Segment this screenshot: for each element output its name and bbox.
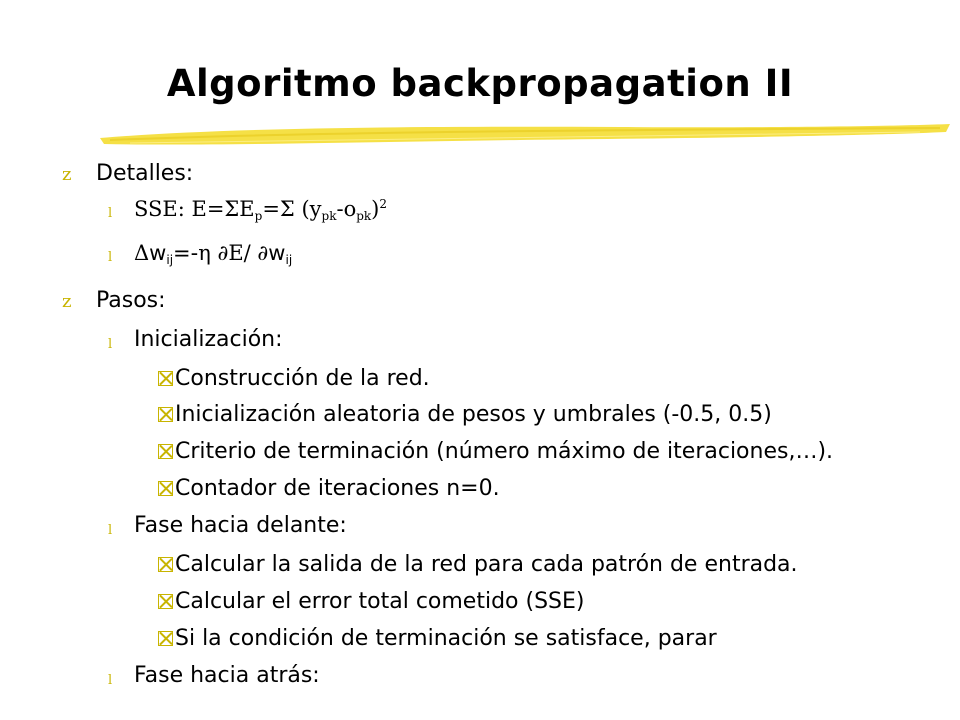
checkbox-x-icon [158, 444, 173, 459]
sse-e-sub: p [254, 209, 263, 223]
list-item [158, 552, 798, 577]
sse-y: (y [294, 197, 322, 221]
pasos-heading: Pasos: [96, 288, 166, 313]
list-item-text: Si la condición de terminación se satisface, parar [175, 626, 717, 651]
checkbox-x-icon [158, 407, 173, 422]
delta-eq: =- [173, 241, 199, 265]
sse-e: E [239, 197, 255, 221]
list-item-text: Criterio de terminación (número máximo de iteraciones,…). [175, 439, 834, 464]
sse-label: SSE: E= [134, 197, 225, 221]
list-item-text: Contador de iteraciones n=0. [175, 476, 500, 501]
delta-w2-sub: ij [285, 253, 293, 267]
fase-delante-label: Fase hacia delante: [134, 513, 347, 538]
list-item [158, 366, 430, 391]
checkbox-x-icon [158, 371, 173, 386]
list-item [158, 589, 585, 614]
checkbox-x-icon [158, 631, 173, 646]
delta-w-sub: ij [166, 253, 174, 267]
delta-symbol: Δ [134, 241, 150, 265]
bullet-icon: l [108, 523, 113, 538]
sse-sigma2: Σ [279, 197, 295, 221]
bullet-icon: l [108, 206, 113, 221]
title-underline-brushstroke [100, 118, 950, 150]
sse-exp: 2 [379, 197, 388, 211]
sse-close: ) [371, 197, 380, 221]
checkbox-x-icon [158, 557, 173, 572]
delta-w2: w [268, 241, 286, 265]
list-item-text: Calcular el error total cometido (SSE) [175, 589, 585, 614]
list-item [158, 476, 500, 501]
delta-w: w [149, 241, 167, 265]
sse-eq: = [262, 197, 280, 221]
bullet-icon: l [108, 673, 113, 688]
inicializacion-label: Inicialización: [134, 327, 283, 352]
bullet-icon: l [108, 337, 113, 352]
bullet-icon: z [62, 291, 72, 312]
sse-o: -o [336, 197, 357, 221]
sse-sigma: Σ [224, 197, 240, 221]
sse-formula [134, 197, 387, 221]
delta-partial: ∂E/ ∂ [210, 241, 269, 265]
detalles-heading: Detalles: [96, 161, 194, 186]
slide-title: Algoritmo backpropagation II [166, 62, 794, 105]
delta-eta: η [198, 241, 211, 265]
list-item-text: Construcción de la red. [175, 366, 430, 391]
list-item [158, 402, 772, 427]
checkbox-x-icon [158, 594, 173, 609]
checkbox-x-icon [158, 481, 173, 496]
delta-formula [134, 241, 292, 265]
sse-o-sub: pk [356, 209, 372, 223]
bullet-icon: z [62, 164, 72, 185]
sse-y-sub: pk [321, 209, 337, 223]
list-item-text: Calcular la salida de la red para cada patrón de entrada. [175, 552, 798, 577]
list-item [158, 626, 717, 651]
list-item [158, 439, 833, 464]
fase-atras-label: Fase hacia atrás: [134, 663, 320, 688]
bullet-icon: l [108, 250, 113, 265]
list-item-text: Inicialización aleatoria de pesos y umbrales (-0.5, 0.5) [175, 402, 772, 427]
